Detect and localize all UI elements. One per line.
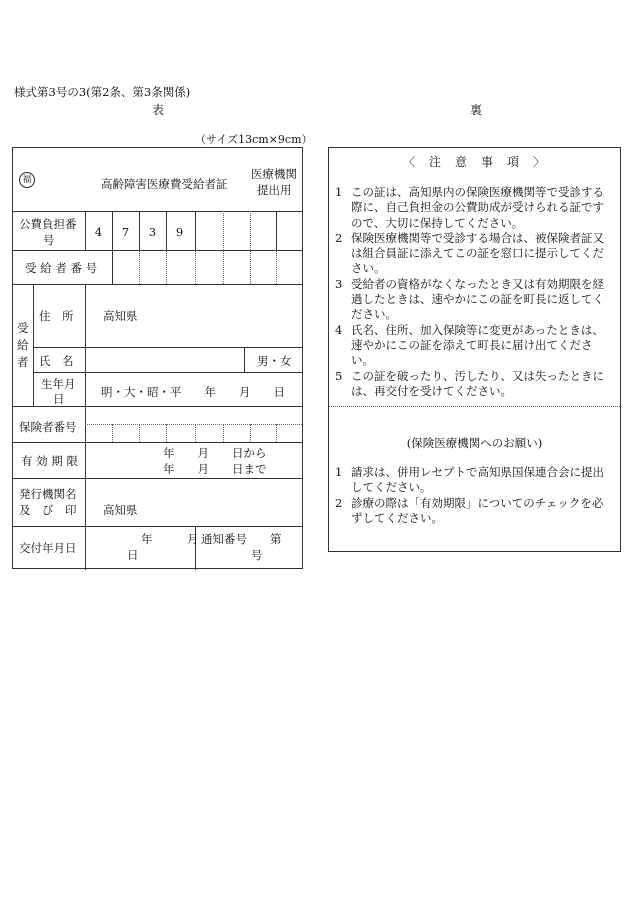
address-label: 住 所 xyxy=(39,309,74,323)
issue-date-label: 交付年月日 xyxy=(19,541,77,555)
col-dot xyxy=(166,250,167,284)
row-divider xyxy=(33,347,302,348)
col-dot xyxy=(250,424,251,442)
payer-digit: 9 xyxy=(175,225,184,239)
clinic-use-label: 医療機関 xyxy=(251,167,297,181)
notice-no-suffix: 号 xyxy=(251,548,263,562)
col-dot xyxy=(112,424,113,442)
issue-date-day: 日 xyxy=(127,548,139,562)
col-dot xyxy=(166,424,167,442)
payer-digit: 7 xyxy=(121,225,130,239)
form-id: 様式第3号の3(第2条、第3条関係) xyxy=(14,85,191,99)
fuku-seal-icon: 福 xyxy=(19,172,35,188)
issue-date-value: 年 月 xyxy=(141,532,199,546)
back-label: 裏 xyxy=(470,103,483,117)
issuer-label-2: 及 び 印 xyxy=(19,503,77,517)
col-dot xyxy=(195,250,196,284)
request-list xyxy=(335,465,612,526)
front-label: 表 xyxy=(152,103,165,117)
section-divider xyxy=(329,406,620,407)
col-dot xyxy=(139,424,140,442)
col-divider xyxy=(33,284,34,406)
payer-digit: 4 xyxy=(94,225,103,239)
notice-list xyxy=(335,185,612,399)
notice-title: 〈 注 意 事 項 〉 xyxy=(402,155,546,169)
dob-label: 生年月 xyxy=(41,377,76,391)
list-item: 5 この証を破ったり、汚したり、又は失ったときには、再交付を受けてください。 xyxy=(335,368,604,398)
col-dot xyxy=(250,250,251,284)
col-divider xyxy=(195,211,196,250)
list-item: 3 受給者の資格がなくなったとき又は有効期限を経過したときは、速やかにこの証を町長に返してください。 xyxy=(335,276,604,322)
request-title: (保険医療機関へのお願い) xyxy=(406,436,543,450)
payer-digit: 3 xyxy=(148,225,157,239)
col-dot xyxy=(223,211,224,250)
col-divider xyxy=(85,478,86,526)
list-item: 2 診療の際は「有効期限」についてのチェックを必ずしてください。 xyxy=(335,495,604,525)
row-divider xyxy=(13,284,302,285)
col-dot xyxy=(139,250,140,284)
issuer-value: 高知県 xyxy=(103,503,138,517)
col-dot xyxy=(195,424,196,442)
notice-no-label: 通知番号 第 xyxy=(201,532,282,546)
row-divider xyxy=(13,250,302,251)
recipient-no-label: 受 給 者 番 号 xyxy=(25,261,98,275)
name-label: 氏 名 xyxy=(39,354,74,368)
front-card xyxy=(12,147,303,569)
list-item: 4 氏名、住所、加入保険等に変更があったときは、速やかにこの証を添えて町長に届け出てください。 xyxy=(335,322,604,368)
clinic-use-label-2: 提出用 xyxy=(257,183,292,197)
size-note: （サイズ13cm×9cm） xyxy=(195,133,313,146)
issuer-label: 発行機関名 xyxy=(19,487,77,501)
col-dot xyxy=(223,250,224,284)
col-divider xyxy=(85,442,86,478)
col-divider xyxy=(276,211,277,250)
card-title: 高齢障害医療費受給者証 xyxy=(101,177,228,191)
col-divider xyxy=(244,347,245,372)
dob-label-2: 日 xyxy=(53,392,65,406)
payer-label: 公費負担番 xyxy=(19,217,77,231)
col-dot xyxy=(223,424,224,442)
col-divider xyxy=(85,284,86,406)
validity-from: 年 月 日から xyxy=(163,446,267,460)
col-dot xyxy=(276,424,277,442)
insurer-label: 保険者番号 xyxy=(19,420,77,434)
validity-label: 有 効 期 限 xyxy=(21,454,78,468)
col-divider xyxy=(112,250,113,284)
back-card xyxy=(328,147,621,552)
dob-value: 明・大・昭・平 年 月 日 xyxy=(101,385,285,399)
col-dot xyxy=(276,250,277,284)
row-dot xyxy=(85,424,302,425)
row-divider xyxy=(33,372,302,373)
recipient-group-label: 受給者 xyxy=(17,321,29,369)
payer-label-2: 号 xyxy=(43,233,55,247)
row-divider xyxy=(13,211,302,212)
row-divider xyxy=(13,478,302,479)
col-divider xyxy=(85,526,86,570)
col-dot xyxy=(250,211,251,250)
row-divider xyxy=(13,526,302,527)
list-item: 1 請求は、併用レセプトで高知県国保連合会に提出してください。 xyxy=(335,465,604,495)
list-item: 1 この証は、高知県内の保険医療機関等で受診する際に、自己負担金の公費助成が受けられる証ですので、大切に保持してください。 xyxy=(335,185,604,230)
address-value: 高知県 xyxy=(103,309,138,323)
gender-value: 男・女 xyxy=(257,354,292,368)
list-item: 2 保険医療機関等で受診する場合は、被保険者証又は組合員証に添えてこの証を窓口に提示してください。 xyxy=(335,230,604,276)
validity-to: 年 月 日まで xyxy=(163,462,267,476)
row-divider xyxy=(13,442,302,443)
